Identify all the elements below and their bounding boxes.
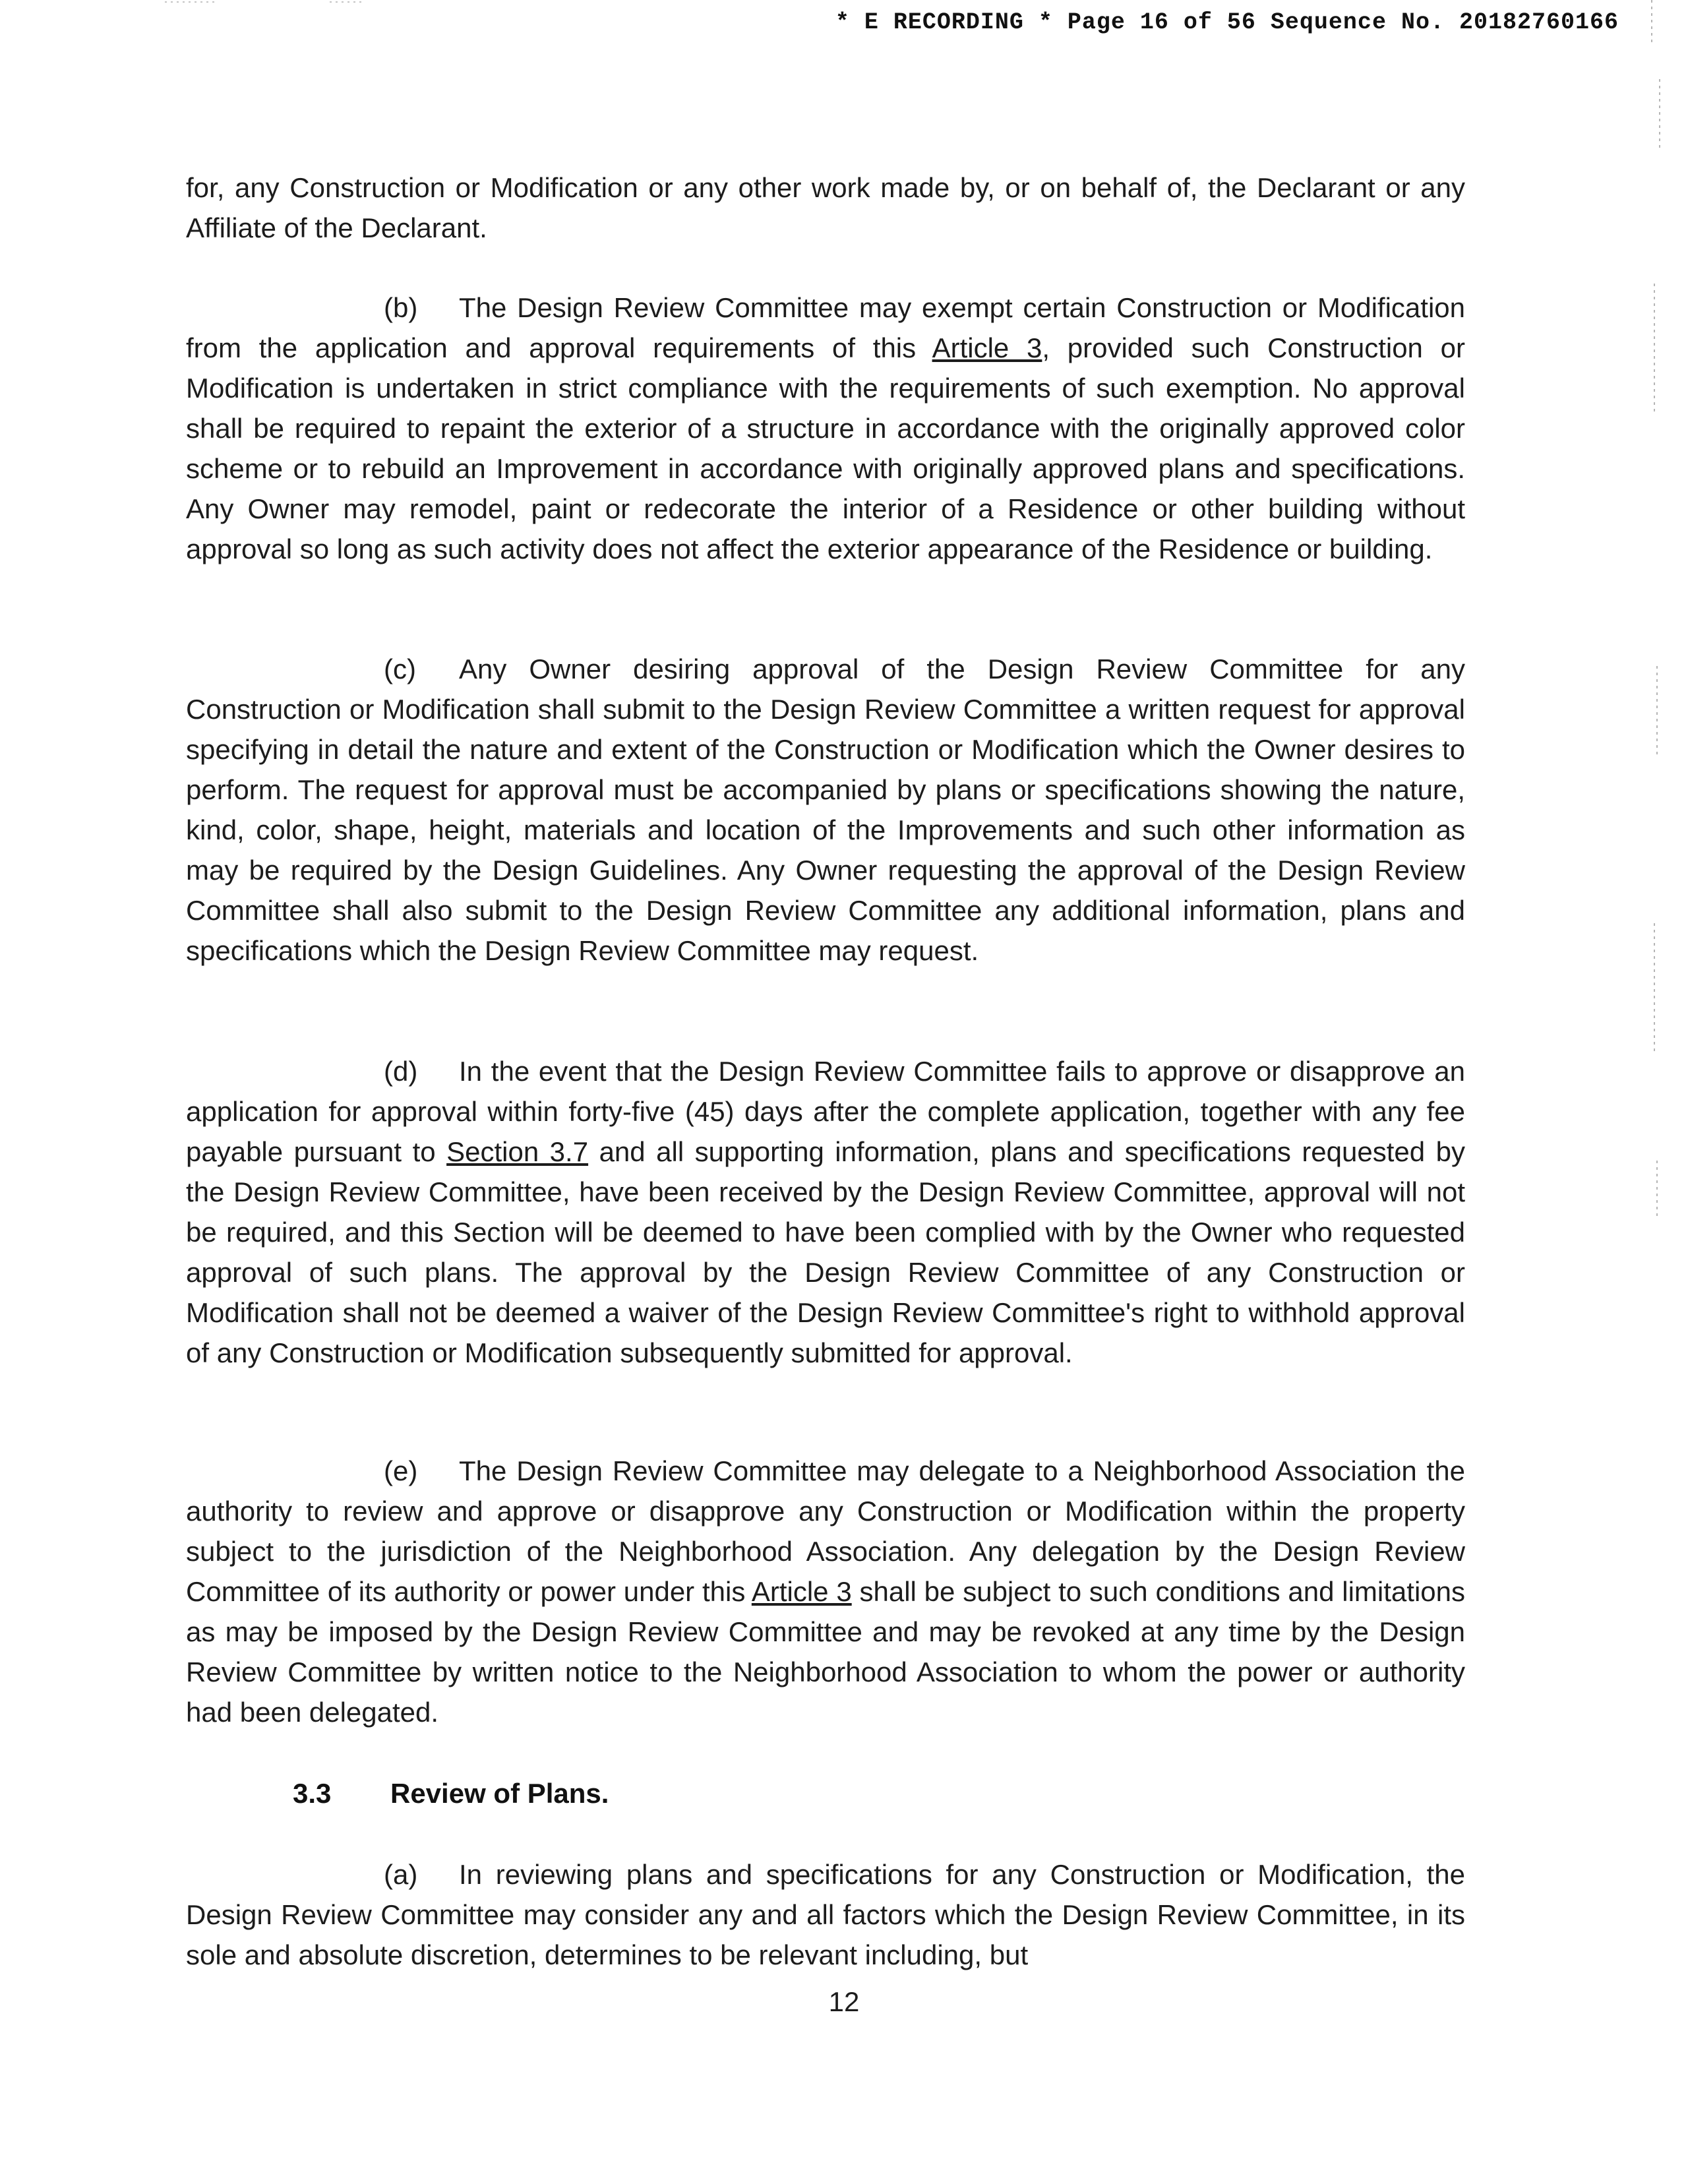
continuation-paragraph xyxy=(186,167,1465,248)
scan-artifact xyxy=(1651,0,1652,46)
paragraph-text: In reviewing plans and specifications for any Construction or Modification, the Design Review Committee may consider any and all factors which the Design Review Committee, in its sole and absolute discretion, determines to be relevant including, but xyxy=(186,1859,1465,1970)
page-number: 12 xyxy=(828,1986,860,2017)
scan-artifact xyxy=(1656,1161,1658,1220)
paragraph-label: (b) xyxy=(384,292,418,323)
paragraph-text: The Design Review Committee may delegate to a Neighborhood Association the authority to review and approve or disapprove any Construction or Modification within the property subject to the jurisdiction of the Neighborhood Association. Any delegation by the Design Review Committee of its authority or power under this xyxy=(186,1455,1465,1607)
section-heading xyxy=(293,1778,609,1809)
scan-artifact xyxy=(330,1,363,3)
paragraph-text: , provided such Construction or Modification is undertaken in strict compliance with the requirements of such exemption. No approval shall be required to repaint the exterior of a structure in accordance with the originally approved color scheme or to rebuild an Improvement in accordance with originally approved plans and specifications. Any Owner may remodel, paint or redecorate the interior of a Residence or other building without approval so long as such activity does not affect the exterior appearance of the Residence or building. xyxy=(186,332,1466,564)
scan-artifact xyxy=(1659,79,1660,152)
paragraph-text: The Design Review Committee may exempt certain Construction or Modification from the application and approval requirements of this xyxy=(186,292,1465,363)
scan-artifact xyxy=(1654,923,1655,1055)
paragraph-text: Any Owner desiring approval of the Design Review Committee for any Construction or Modification shall submit to the Design Review Committee a written request for approval specifying in detail the nature and extent of the Construction or Modification which the Owner desires to perform. The request for approval must be accompanied by plans or specifications showing the nature, kind, color, shape, height, materials and location of the Improvements and such other information as may be required by the Design Guidelines. Any Owner requesting the approval of the Design Review Committee shall also submit to the Design Review Committee any additional information, plans and specifications which the Design Review Committee may request. xyxy=(186,653,1465,966)
article-reference: Article 3 xyxy=(751,1576,852,1607)
continuation-text: for, any Construction or Modification or any other work made by, or on behalf of, the Declarant or any Affiliate of the Declarant. xyxy=(186,172,1465,243)
paragraph-label: (d) xyxy=(384,1056,418,1087)
scan-artifact xyxy=(1656,666,1658,758)
recording-stamp: * E RECORDING * Page 16 of 56 Sequence No. 20182760166 xyxy=(835,9,1619,36)
paragraph-b xyxy=(186,288,1465,569)
article-reference: Article 3 xyxy=(932,332,1042,363)
paragraph-text: In the event that the Design Review Committee fails to approve or disapprove an application for approval within forty-five (45) days after the complete application, together with any fee payable pursuant to xyxy=(186,1056,1465,1167)
paragraph-label: (e) xyxy=(384,1455,418,1486)
scan-artifact xyxy=(165,1,218,3)
paragraph-text: shall be subject to such conditions and limitations as may be imposed by the Design Review Committee and may be revoked at any time by the Design Review Committee by written notice to the Neighborhood Association to whom the power or authority had been delegated. xyxy=(186,1576,1465,1728)
paragraph-e xyxy=(186,1451,1465,1732)
paragraph-c xyxy=(186,649,1465,971)
paragraph-3-3-a xyxy=(186,1854,1465,1975)
section-title: Review of Plans. xyxy=(390,1778,609,1809)
scan-artifact xyxy=(1654,284,1655,415)
paragraph-text: and all supporting information, plans and specifications requested by the Design Review Committee, have been received by the Design Review Committee, approval will not be required, and this Section will be deemed to have been complied with by the Owner who requested approval of such plans. The approval by the Design Review Committee of any Construction or Modification shall not be deemed a waiver of the Design Review Committee's right to withhold approval of any Construction or Modification subsequently submitted for approval. xyxy=(186,1136,1465,1368)
section-reference: Section 3.7 xyxy=(446,1136,589,1167)
section-number: 3.3 xyxy=(293,1778,332,1809)
paragraph-d xyxy=(186,1051,1465,1373)
paragraph-label: (a) xyxy=(384,1859,418,1890)
paragraph-label: (c) xyxy=(384,653,416,684)
